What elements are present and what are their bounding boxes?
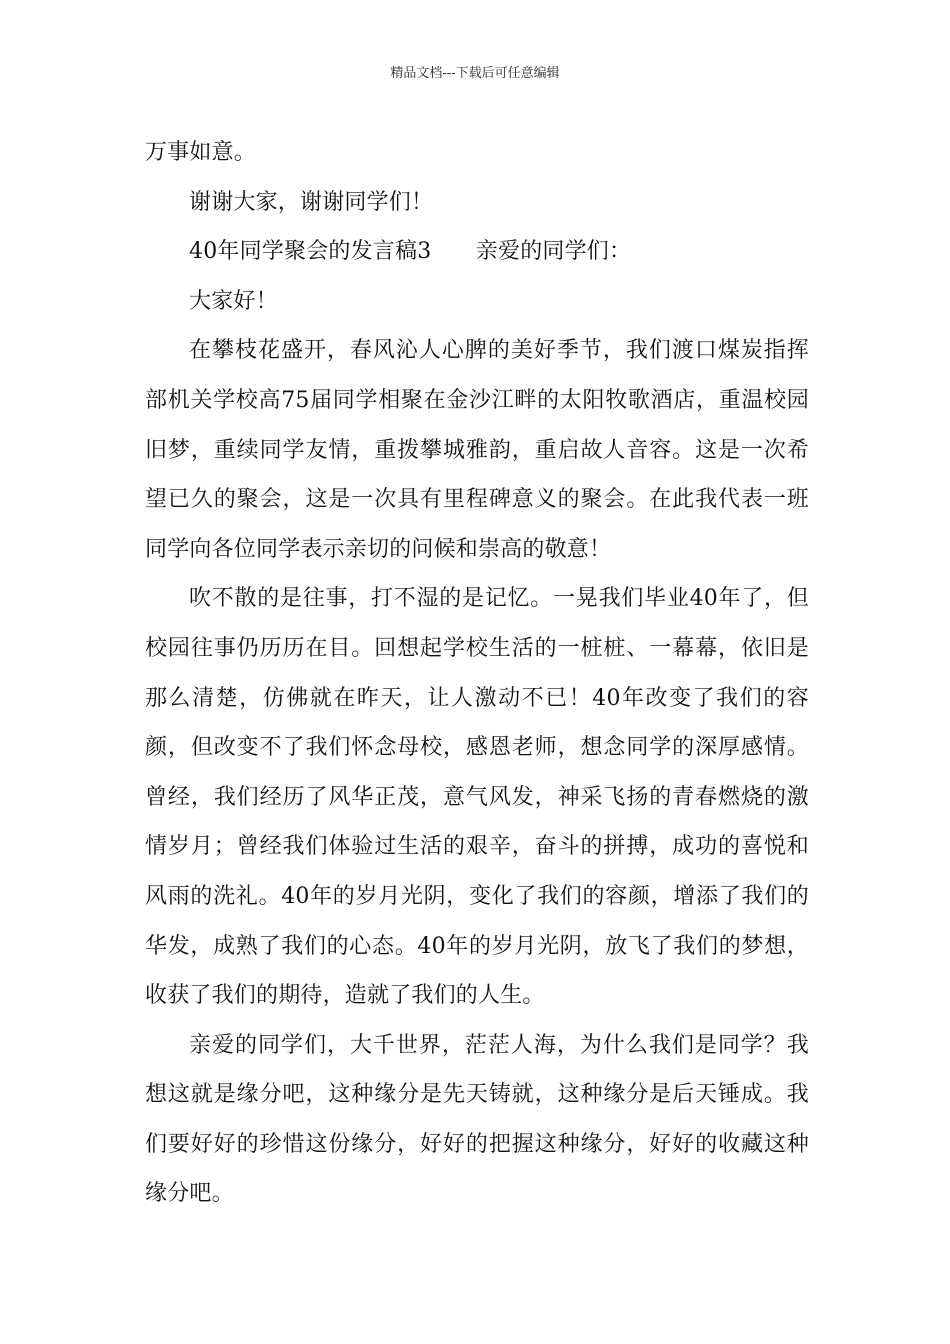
paragraph-thanks: 谢谢大家，谢谢同学们！ (189, 189, 434, 215)
paragraph-fate: 亲爱的同学们，大千世界，茫茫人海，为什么我们是同学？我想这就是缘分吧，这种缘分是先天铸就，这种缘分是后天锤成。我们要好好的珍惜这份缘分，好好的把握这种缘分，好好的收藏这种缘分吧。 (145, 1032, 809, 1207)
paragraph-closing-wish: 万事如意。 (145, 140, 257, 165)
page-header: 精品文档---下载后可任意编辑 (390, 66, 560, 81)
document-body (145, 128, 809, 1219)
paragraph-gathering: 在攀枝花盛开，春风沁人心脾的美好季节，我们渡口煤炭指挥部机关学校高75届同学相聚在金沙江畔的太阳牧歌酒店，重温校园旧梦，重续同学友情，重拨攀城雅韵，重启故人音容。这是一次希望已久的聚会，这是一次具有里程碑意义的聚会。在此我代表一班同学向各位同学表示亲切的问候和崇高的敬意！ (145, 338, 809, 562)
paragraph-speech-title: 40年同学聚会的发言稿3 亲爱的同学们： (189, 239, 632, 265)
paragraph-memories: 吹不散的是往事，打不湿的是记忆。一晃我们毕业40年了，但校园往事仍历历在目。回想起学校生活的一桩桩、一幕幕，依旧是那么清楚，仿佛就在昨天，让人激动不已！40年改变了我们的容颜，但改变不了我们怀念母校，感恩老师，想念同学的深厚感情。曾经，我们经历了风华正茂，意气风发，神采飞扬的青春燃烧的激情岁月；曾经我们体验过生活的艰辛，奋斗的拼搏，成功的喜悦和风雨的洗礼。40年的岁月光阴，变化了我们的容颜，增添了我们的华发，成熟了我们的心态。40年的岁月光阴，放飞了我们的梦想，收获了我们的期待，造就了我们的人生。 (145, 586, 809, 1009)
paragraph-greeting: 大家好！ (189, 288, 278, 314)
